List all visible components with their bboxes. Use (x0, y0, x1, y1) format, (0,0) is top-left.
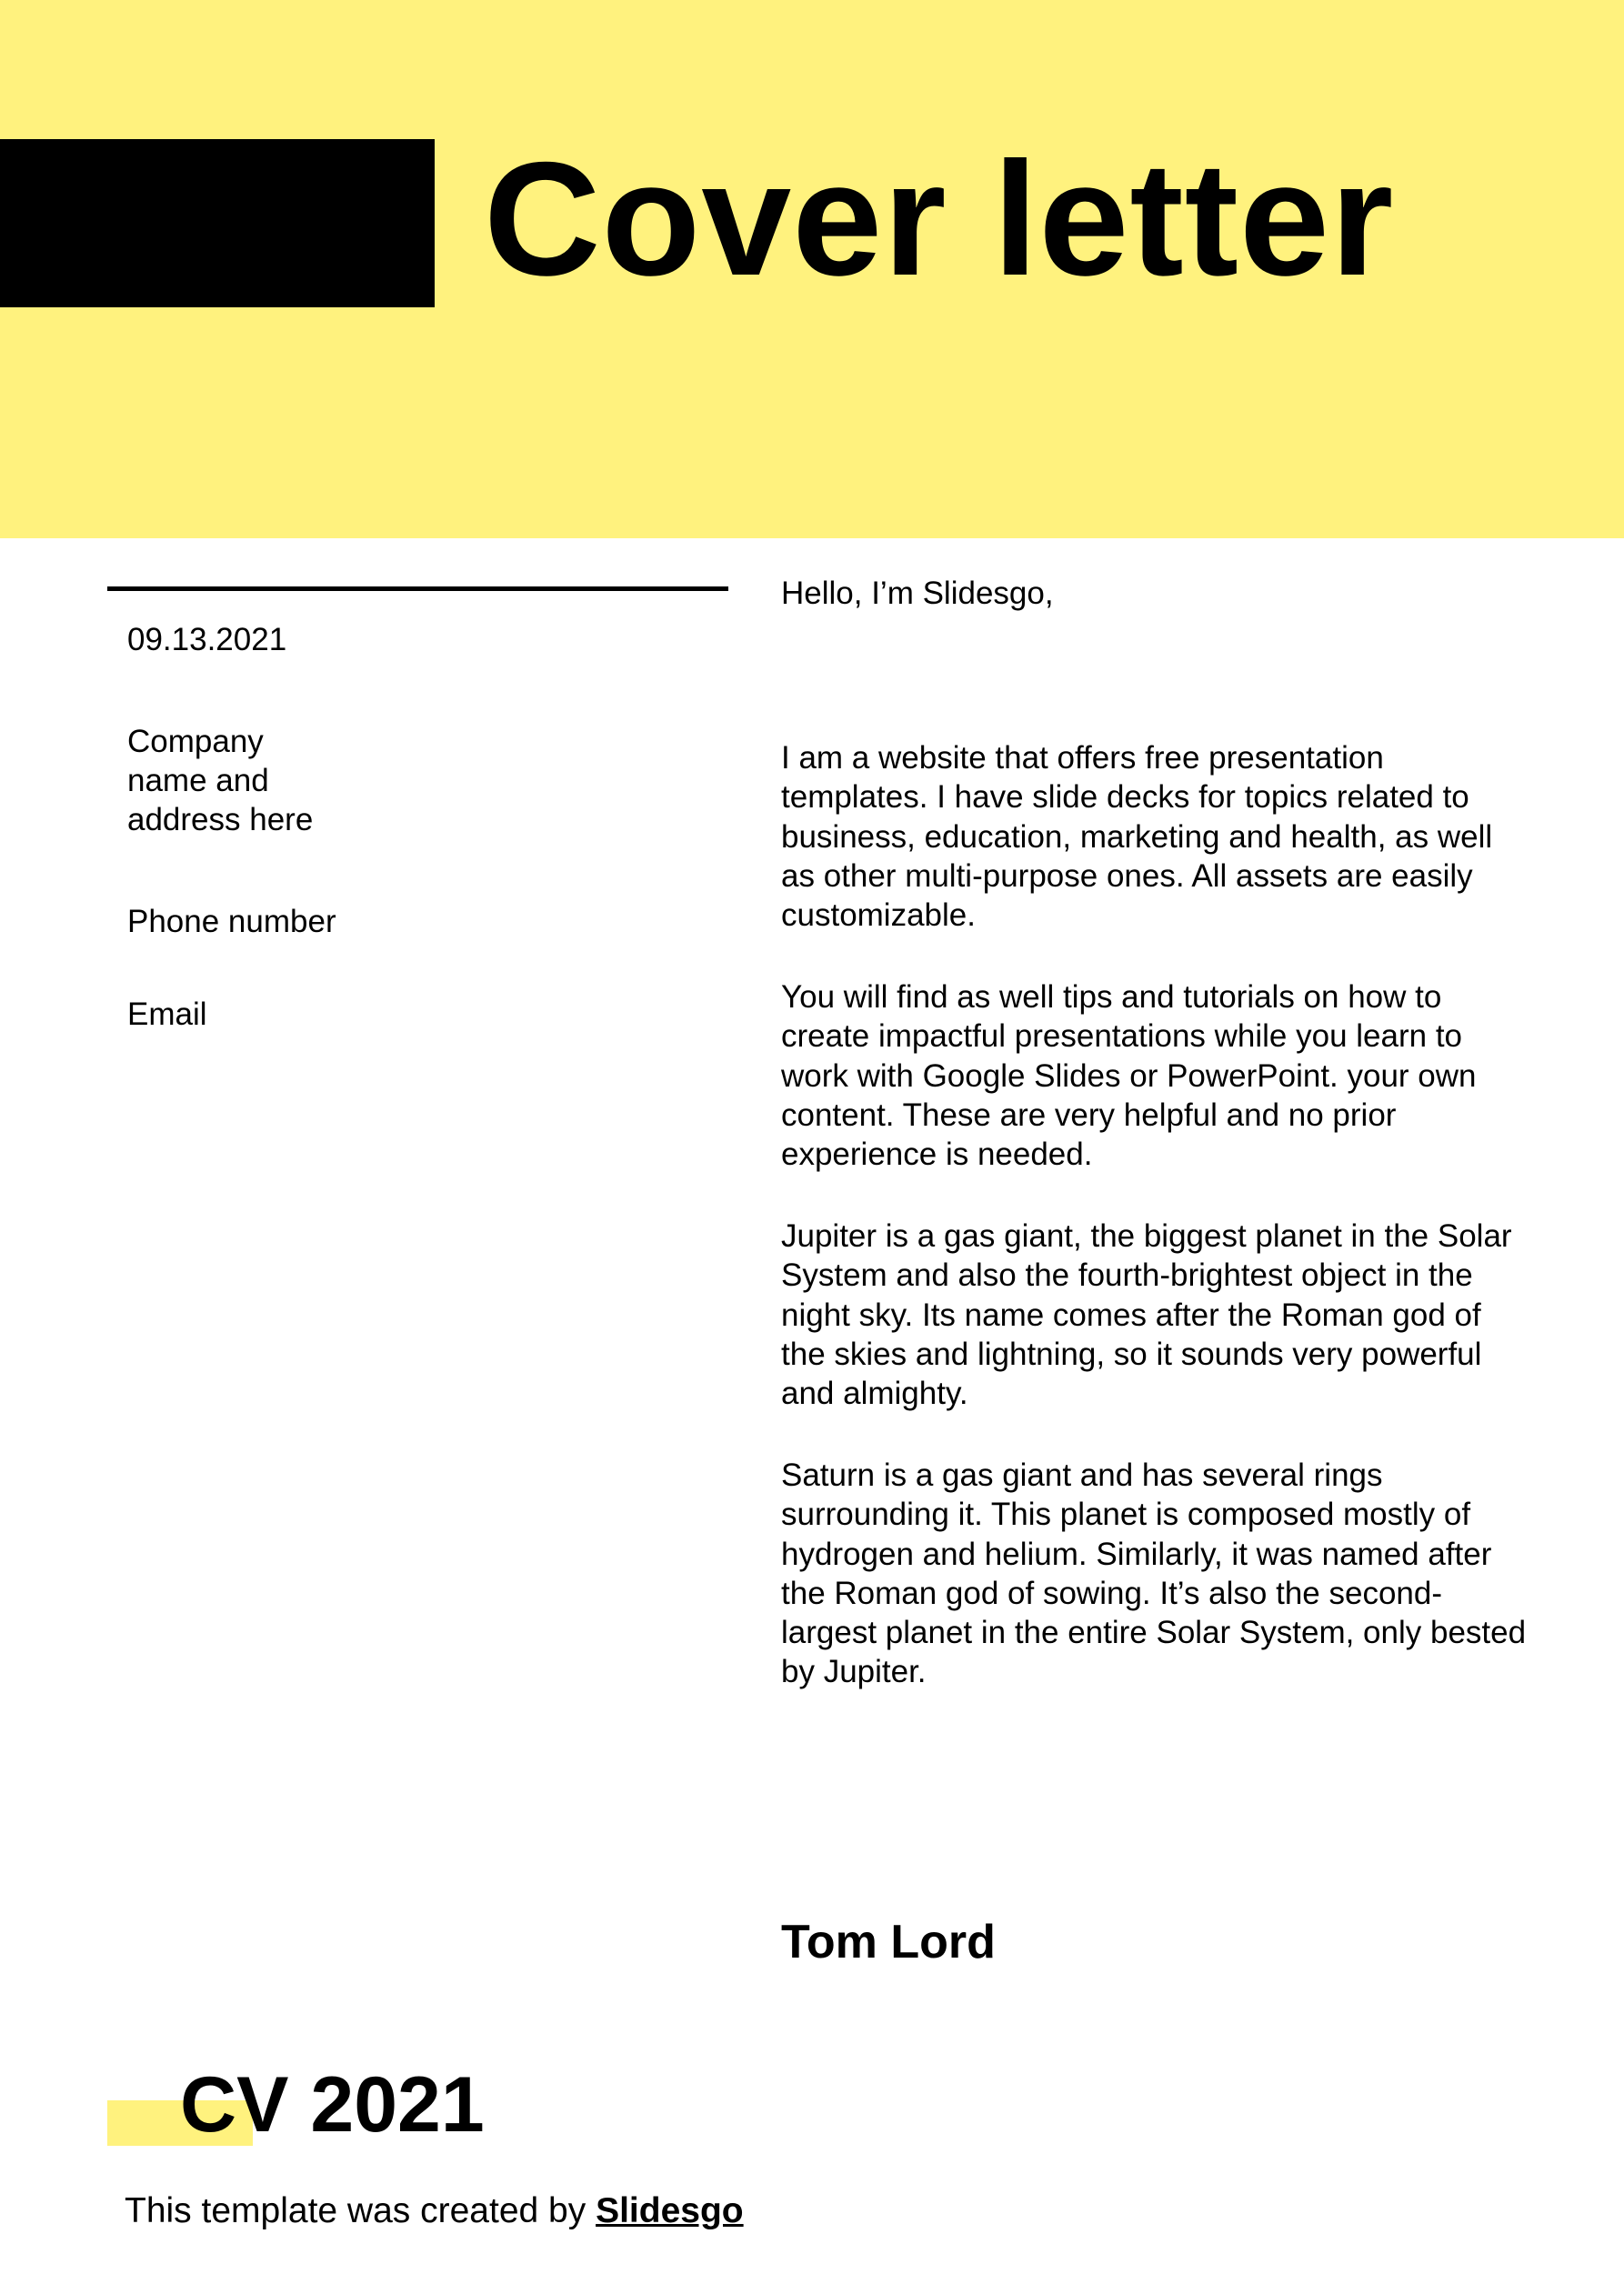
letter-greeting: Hello, I’m Slidesgo, (781, 576, 1054, 611)
header-black-bar (0, 139, 435, 307)
letter-paragraph-3: Jupiter is a gas giant, the biggest planet in the Solar System and also the fourth-brightest object in the night sky. Its name comes after the Roman god of the skies and lightning, so it sounds very powerful and almighty. (781, 1218, 1512, 1412)
company-line: address here (127, 802, 314, 837)
letter-paragraph-1: I am a website that offers free presentation templates. I have slide decks for topics related to business, education, marketing and health, as well as other multi-purpose ones. All assets are easily customizable. (781, 740, 1493, 934)
company-line: name and (127, 763, 269, 798)
letter-paragraph-2: You will find as well tips and tutorials on how to create impactful presentations while you learn to work with Google Slides or PowerPoint. your own content. These are very helpful and no prior experience is needed. (781, 979, 1477, 1173)
credit-prefix: This template was created by (125, 2191, 596, 2230)
slidesgo-link[interactable]: Slidesgo (596, 2191, 744, 2230)
company-address (127, 722, 313, 839)
phone-number: Phone number (127, 904, 336, 939)
cv-title: CV 2021 (180, 2061, 485, 2149)
signature-name: Tom Lord (781, 1916, 996, 1968)
sidebar-divider (107, 586, 728, 591)
email: Email (127, 997, 207, 1032)
page-title: Cover letter (484, 128, 1395, 309)
letter-paragraph-4: Saturn is a gas giant and has several rings surrounding it. This planet is composed mostly of hydrogen and helium. Similarly, it was named after the Roman god of sowing. It’s also the second-largest planet in the entire Solar System, only bested by Jupiter. (781, 1458, 1527, 1690)
date-text: 09.13.2021 (127, 622, 287, 657)
template-credit (125, 2192, 744, 2231)
company-line: Company (127, 724, 264, 759)
